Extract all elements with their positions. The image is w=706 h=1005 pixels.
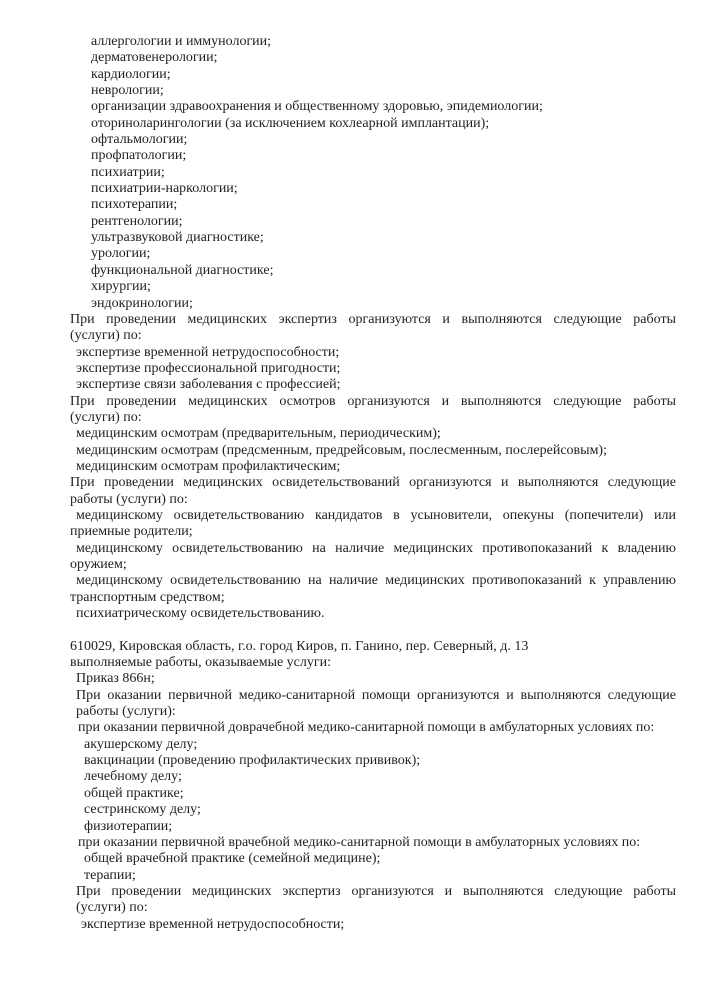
document-line: сестринскому делу; [84,802,201,818]
document-line: эндокринологии; [91,295,193,311]
document-line: 610029, Кировская область, г.о. город Киров, п. Ганино, пер. Северный, д. 13 [70,638,529,654]
document-line: (услуги) по: [70,328,142,344]
document-line: психотерапии; [91,197,178,213]
document-line: приемные родители; [70,524,193,540]
document-line: дерматовенерологии; [91,50,218,66]
document-line: вакцинации (проведению профилактических прививок); [84,753,421,769]
document-line: рентгенологии; [91,213,183,229]
document-line: аллергологии и иммунологии; [91,34,272,49]
document-line: неврологии; [91,83,164,99]
document-line: при оказании первичной доврачебной медико-санитарной помощи в амбулаторных условиях по: [78,720,655,736]
document-line: кардиологии; [91,66,171,82]
document-line: профпатологии; [91,148,187,164]
document-line: функциональной диагностике; [91,262,274,278]
document-line: офтальмологии; [91,132,188,148]
document-line: терапии; [84,867,136,883]
document-line: экспертизе временной нетрудоспособности; [76,344,340,360]
document-line: урологии; [91,246,151,262]
section-gap [70,622,676,638]
document-line: экспертизе связи заболевания с профессией; [76,377,341,393]
document-line: При проведении медицинских экспертиз организуются и выполняются следующие работы [70,311,676,327]
document-line: лечебному делу; [84,769,182,785]
document-line: экспертизе временной нетрудоспособности; [81,916,345,932]
document-line: При проведении медицинских освидетельствований организуются и выполняются следующие [70,475,676,491]
document-line: организации здравоохранения и общественному здоровью, эпидемиологии; [91,99,543,115]
document-line: психиатрии-наркологии; [91,181,238,197]
document-line: медицинским осмотрам (предсменным, предрейсовым, послесменным, послерейсовым); [76,442,607,458]
document-line: (услуги) по: [70,409,142,425]
document-line: работы (услуги): [76,704,176,720]
document-line: транспортным средством; [70,589,225,605]
document-line: психиатрическому освидетельствованию. [76,606,325,622]
license-text-block [70,34,676,933]
document-line: психиатрии; [91,164,165,180]
document-line: (услуги) по: [76,900,148,916]
document-line: При проведении медицинских экспертиз организуются и выполняются следующие работы [76,883,676,899]
document-line: акушерскому делу; [84,736,198,752]
document-line: Приказ 866н; [76,671,155,687]
document-line: общей врачебной практике (семейной медицине); [84,851,381,867]
document-line: выполняемые работы, оказываемые услуги: [70,655,332,671]
document-line: физиотерапии; [84,818,173,834]
document-line: медицинскому освидетельствованию кандидатов в усыновители, опекуны (попечители) или [76,507,676,523]
document-line: экспертизе профессиональной пригодности; [76,360,341,376]
document-line: хирургии; [91,279,151,295]
document-line: медицинскому освидетельствованию на наличие медицинских противопоказаний к владению [76,540,676,556]
document-line: при оказании первичной врачебной медико-санитарной помощи в амбулаторных условиях по: [78,834,641,850]
document-line: оториноларингологии (за исключением кохлеарной имплантации); [91,115,490,131]
document-line: ультразвуковой диагностике; [91,230,264,246]
document-line: медицинскому освидетельствованию на наличие медицинских противопоказаний к управлению [76,573,676,589]
document-line: При проведении медицинских осмотров организуются и выполняются следующие работы [70,393,676,409]
document-line: медицинским осмотрам профилактическим; [76,458,341,474]
document-line: общей практике; [84,785,184,801]
document-line: работы (услуги) по: [70,491,188,507]
document-line: медицинским осмотрам (предварительным, периодическим); [76,426,441,442]
document-line: оружием; [70,557,127,572]
document-line: При оказании первичной медико-санитарной помощи организуются и выполняются следующие [76,687,676,703]
